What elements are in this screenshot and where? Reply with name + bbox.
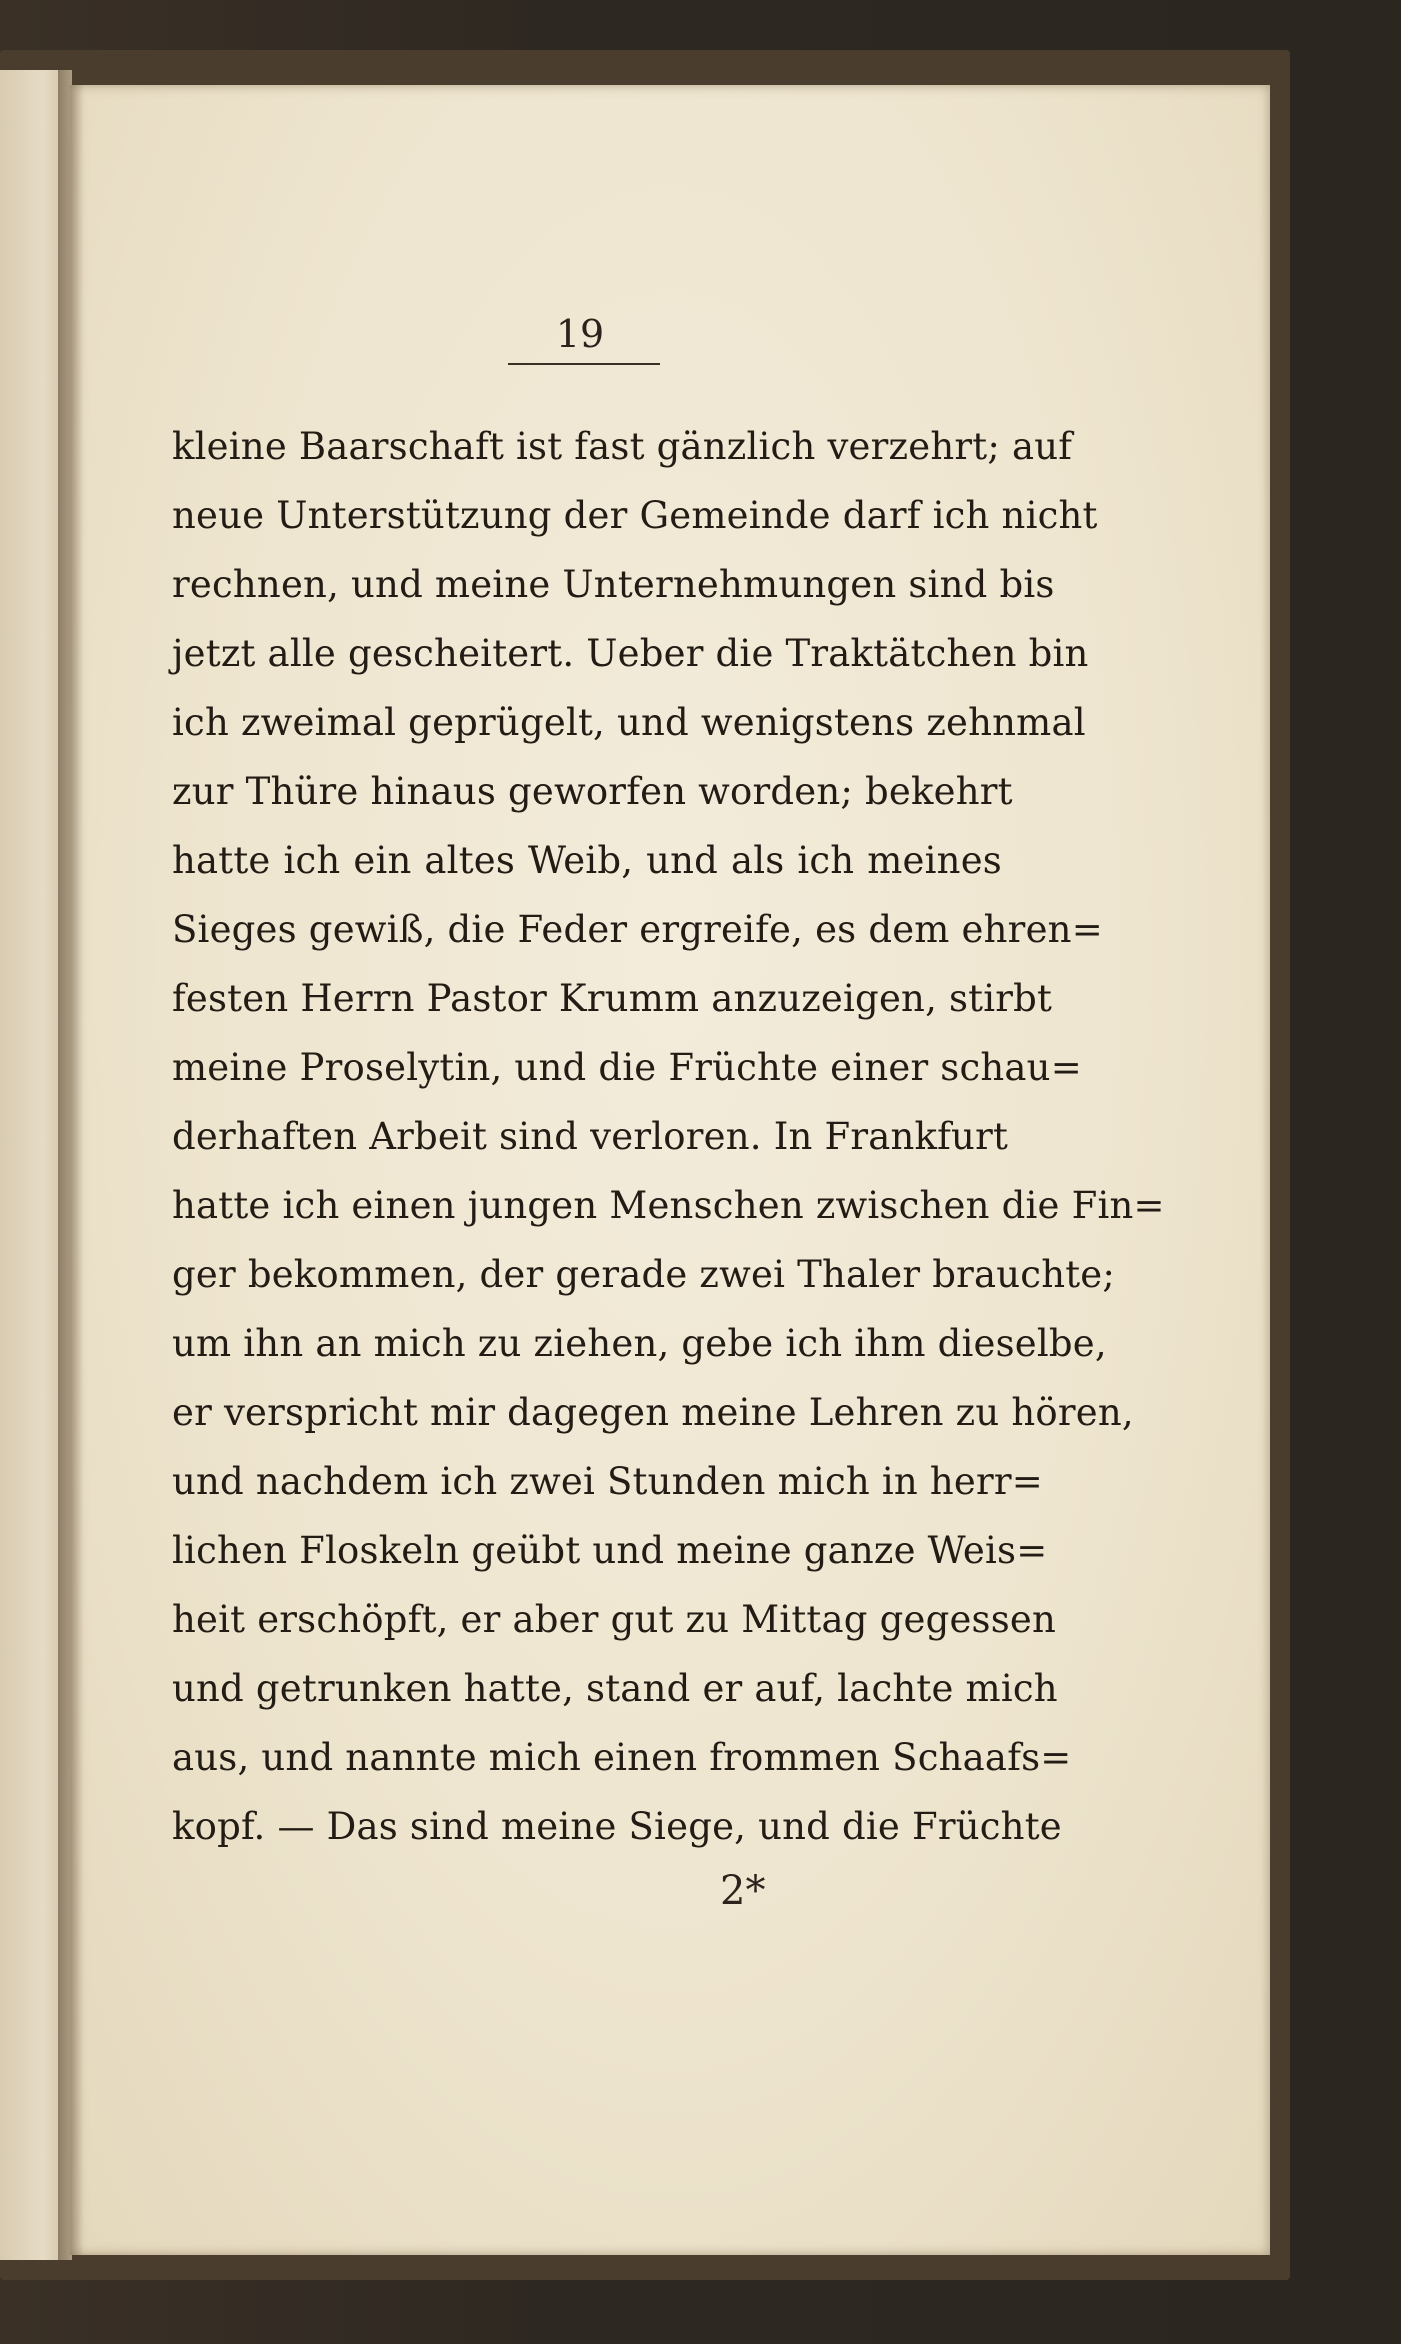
signature-mark: 2* [720, 1868, 766, 1914]
text-line: ger bekommen, der gerade zwei Thaler brauchte; [172, 1253, 1116, 1296]
text-line: um ihn an mich zu ziehen, gebe ich ihm dieselbe, [172, 1322, 1107, 1365]
text-line: aus, und nannte mich einen frommen Schaafs= [172, 1736, 1072, 1779]
page-number: 19 [555, 312, 605, 356]
text-line: rechnen, und meine Unternehmungen sind bis [172, 563, 1055, 606]
text-line: Sieges gewiß, die Feder ergreife, es dem ehren= [172, 908, 1103, 951]
body-text [172, 412, 1165, 1861]
text-line: hatte ich ein altes Weib, und als ich meines [172, 839, 1002, 882]
text-line: kopf. — Das sind meine Siege, und die Früchte [172, 1805, 1062, 1848]
text-line: und getrunken hatte, stand er auf, lachte mich [172, 1667, 1058, 1710]
text-line: kleine Baarschaft ist fast gänzlich verzehrt; auf [172, 425, 1073, 468]
text-line: lichen Floskeln geübt und meine ganze Weis= [172, 1529, 1048, 1572]
text-line: er verspricht mir dagegen meine Lehren zu hören, [172, 1391, 1134, 1434]
page-number-rule [508, 363, 660, 365]
text-line: und nachdem ich zwei Stunden mich in herr= [172, 1460, 1043, 1503]
text-line: hatte ich einen jungen Menschen zwischen die Fin= [172, 1184, 1165, 1227]
text-line: ich zweimal geprügelt, und wenigstens zehnmal [172, 701, 1086, 744]
text-line: meine Proselytin, und die Früchte einer schau= [172, 1046, 1082, 1089]
text-line: derhaften Arbeit sind verloren. In Frankfurt [172, 1115, 1009, 1158]
text-line: heit erschöpft, er aber gut zu Mittag gegessen [172, 1598, 1057, 1641]
spine-shadow [58, 70, 84, 2260]
text-line: zur Thüre hinaus geworfen worden; bekehrt [172, 770, 1013, 813]
text-line: jetzt alle gescheitert. Ueber die Traktätchen bin [172, 632, 1089, 675]
text-line: neue Unterstützung der Gemeinde darf ich nicht [172, 494, 1098, 537]
text-line: festen Herrn Pastor Krumm anzuzeigen, stirbt [172, 977, 1053, 1020]
